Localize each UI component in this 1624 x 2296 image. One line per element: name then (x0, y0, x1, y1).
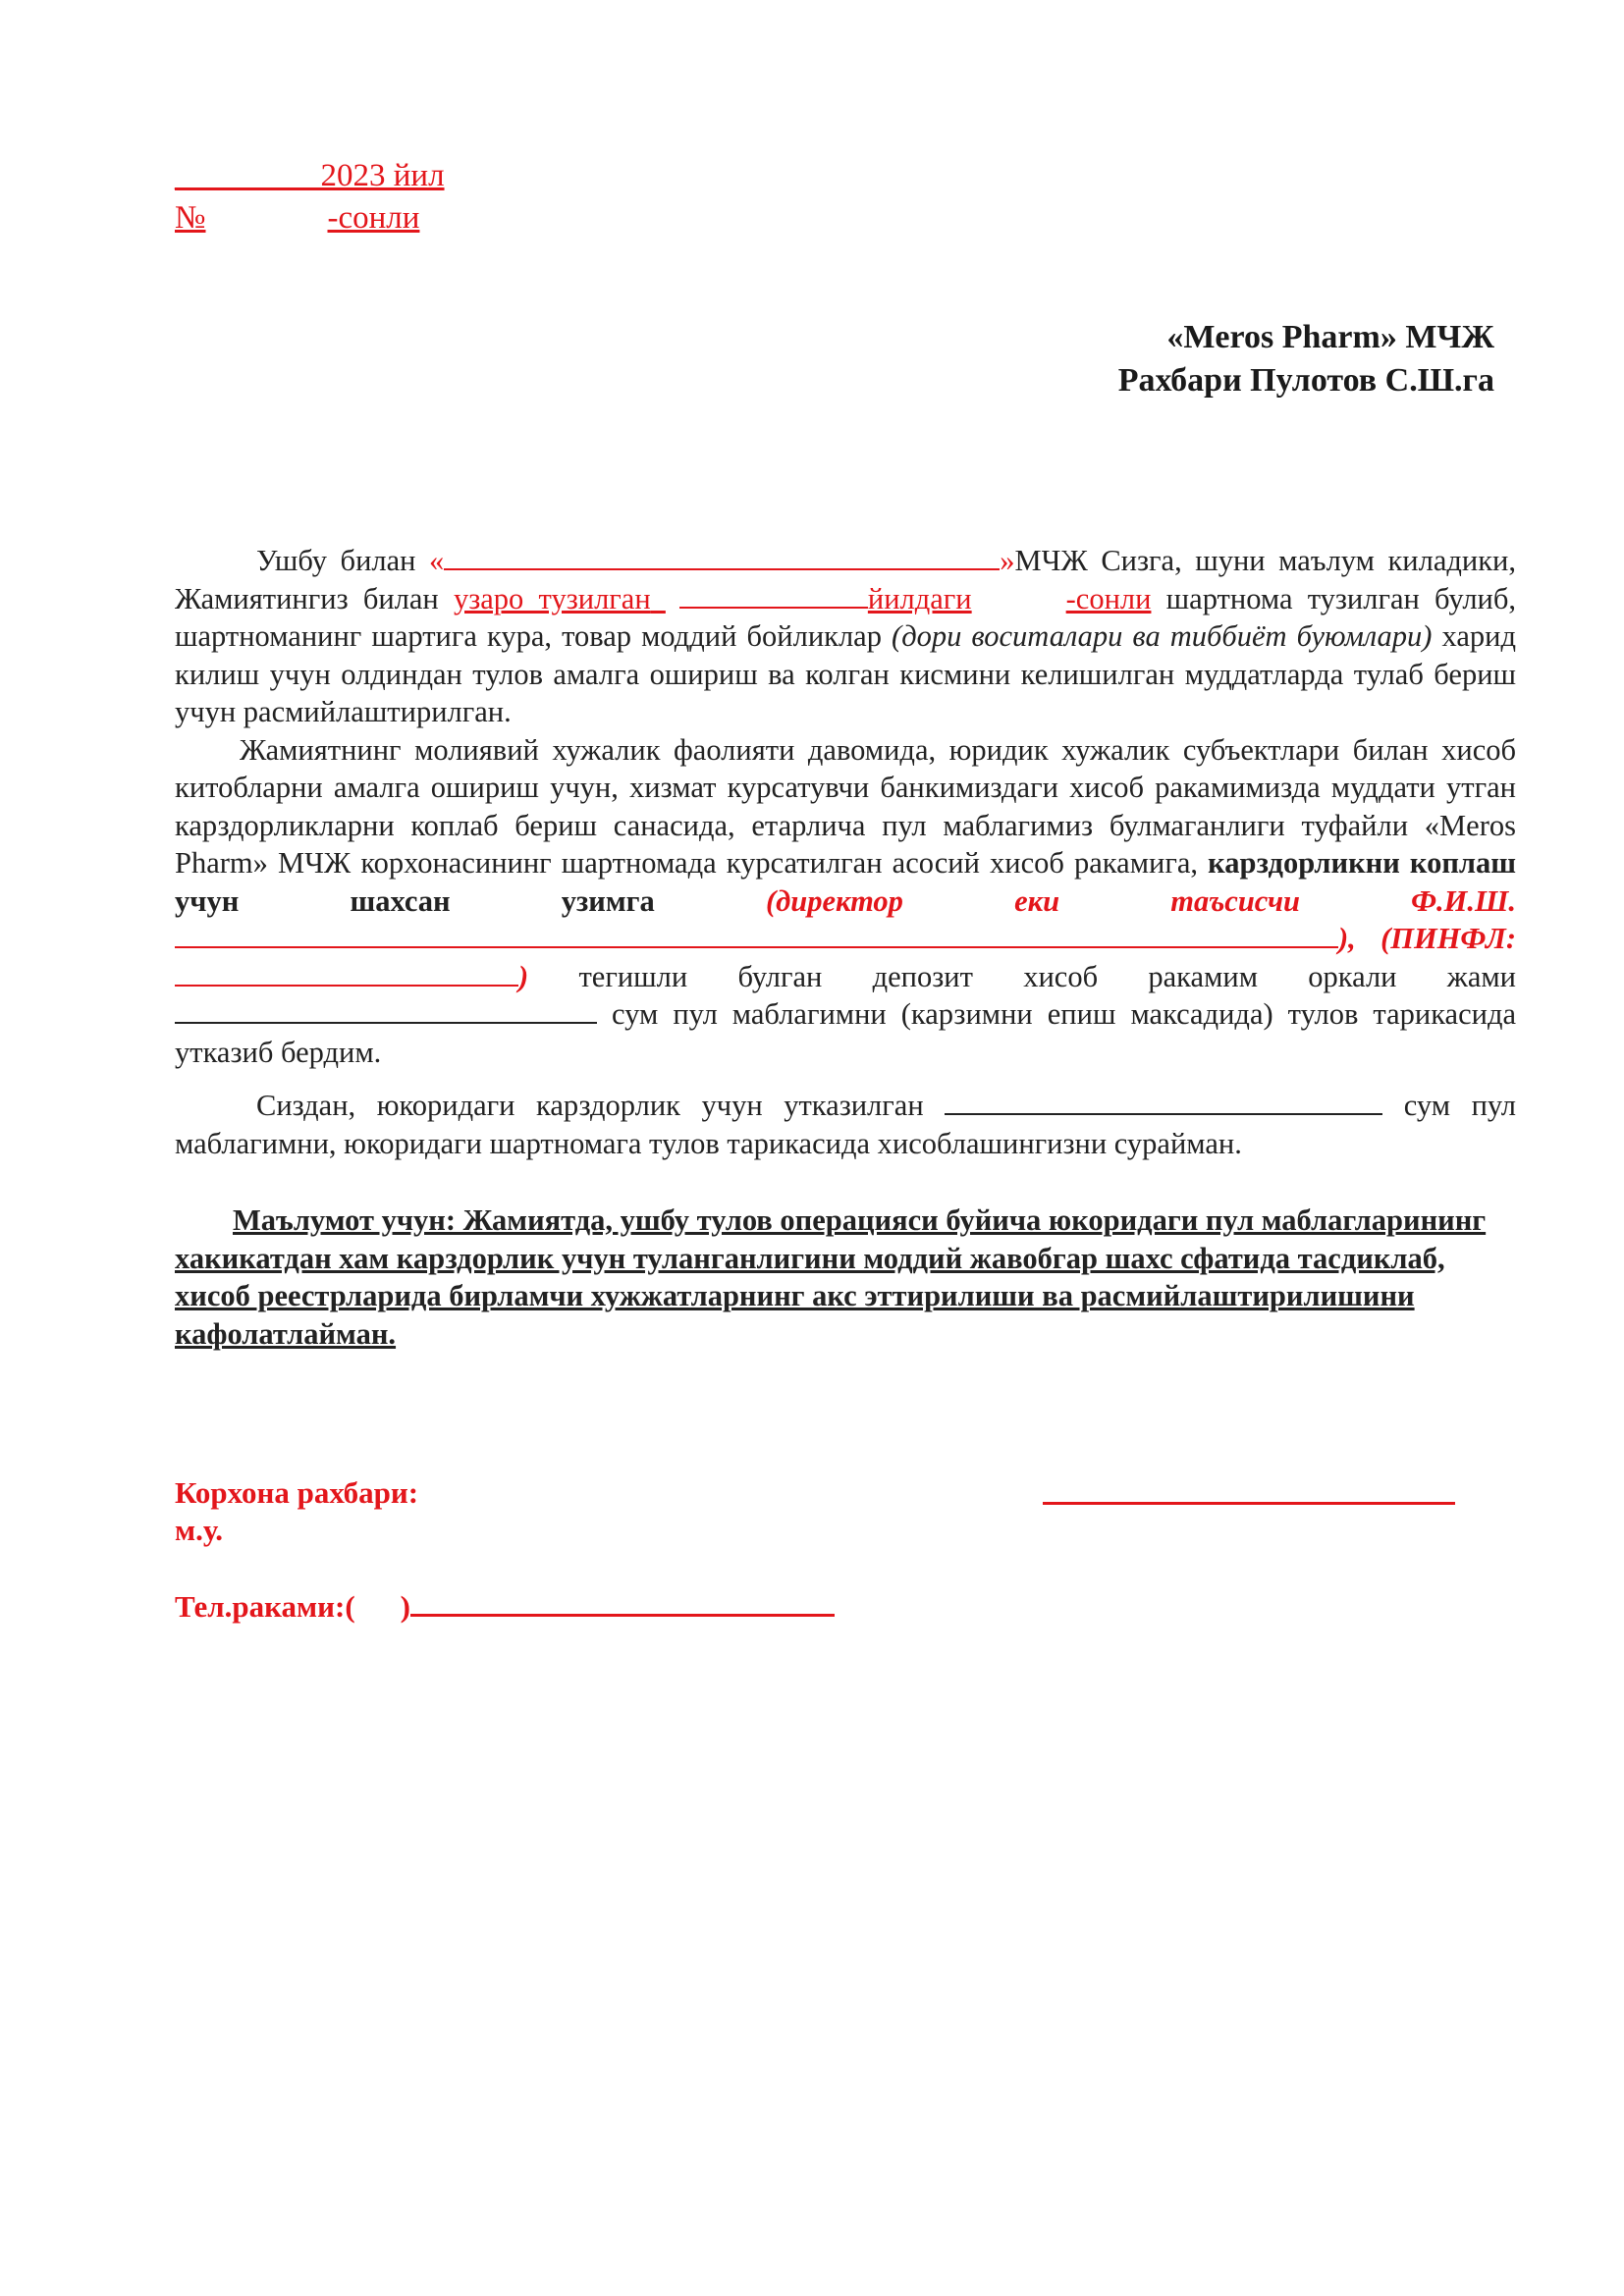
contract-reference: узаро тузилган йилдаги -сонли (453, 581, 1152, 615)
paragraph-3: Сиздан, юкоридаги карздорлик учун утказилган сум пул маблагимни, юкоридаги шартномага тулов тарикасида хисоблашингизни сурайман. (175, 1089, 1517, 1160)
paragraph-1: Ушбу билан « »МЧЖ Сизга, шуни маълум киладики, Жамиятингиз билан узаро тузилган йилдаги -сонли шартнома тузилган булиб, шартноманинг шартига кура, товар моддий бойликлар (дори воситалари ва тиббиёт буюмлари) харид килиш учун олдиндан тулов амалга ошириш ва колган кисмини келишилган муддатларда тулаб бериш учун расмийлаштирилган. (175, 544, 1517, 728)
signature-line (1043, 1468, 1455, 1505)
head-label: Корхона рахбари: (175, 1475, 419, 1510)
addressee-head: Рахбари Пулотов С.Ш.га (1117, 362, 1494, 399)
director-name-field: (директор еки таъсисчи Ф.И.Ш.), (175, 884, 1516, 956)
addressee-block (1118, 316, 1494, 402)
date-line: _________2023 йил (175, 158, 445, 193)
company-name-field: « » (429, 544, 1015, 577)
transferred-amount-field (945, 1088, 1382, 1115)
addressee-company: «Meros Pharm» МЧЖ (1166, 319, 1494, 355)
phone-block: Тел.раками:( ) (175, 1586, 835, 1626)
amount-field (175, 996, 597, 1024)
date-number-block (175, 155, 445, 240)
phone-line (410, 1586, 835, 1617)
signature-block (175, 1474, 418, 1549)
pinfl-field: (ПИНФЛ:) (175, 922, 1516, 993)
letter-body (175, 542, 1516, 1353)
phone-label: Тел.раками:( (175, 1589, 355, 1624)
paragraph-2: Жамиятнинг молиявий хужалик фаолияти давомида, юридик хужалик субъектлари билан хисоб китобларни амалга ошириш учун, хизмат курсатувчи банкимиздаги хисоб ракамимизда муддати утган карздорликларни коплаб бериш санасида, етарлича пул маблагимиз булмаганлиги туфайли «Meros Pharm» МЧЖ корхонасининг шартномада курсатилган асосий хисоб ракамига, карздорликни коплаш учун шахсан узимга (директор еки таъсисчи Ф.И.Ш.), (ПИНФЛ:) тегишли булган депозит хисоб ракамим оркали жами сум пул маблагимни (карзимни епиш максадида) тулов тарикасида утказиб бердим. (175, 732, 1517, 1069)
stamp-label: м.у. (175, 1513, 224, 1547)
number-line: № -сонли (175, 200, 420, 236)
info-statement: Маълумот учун: Жамиятда, ушбу тулов операцияси буйича юкоридаги пул маблагларининг хакикатдан хам карздорлик учун туланганлигини моддий жавобгар шахс сфатида тасдиклаб, хисоб реестрларида бирламчи хужжатларнинг акс эттирилиши ва расмийлаштирилишини кафолатлайман. (175, 1203, 1487, 1351)
